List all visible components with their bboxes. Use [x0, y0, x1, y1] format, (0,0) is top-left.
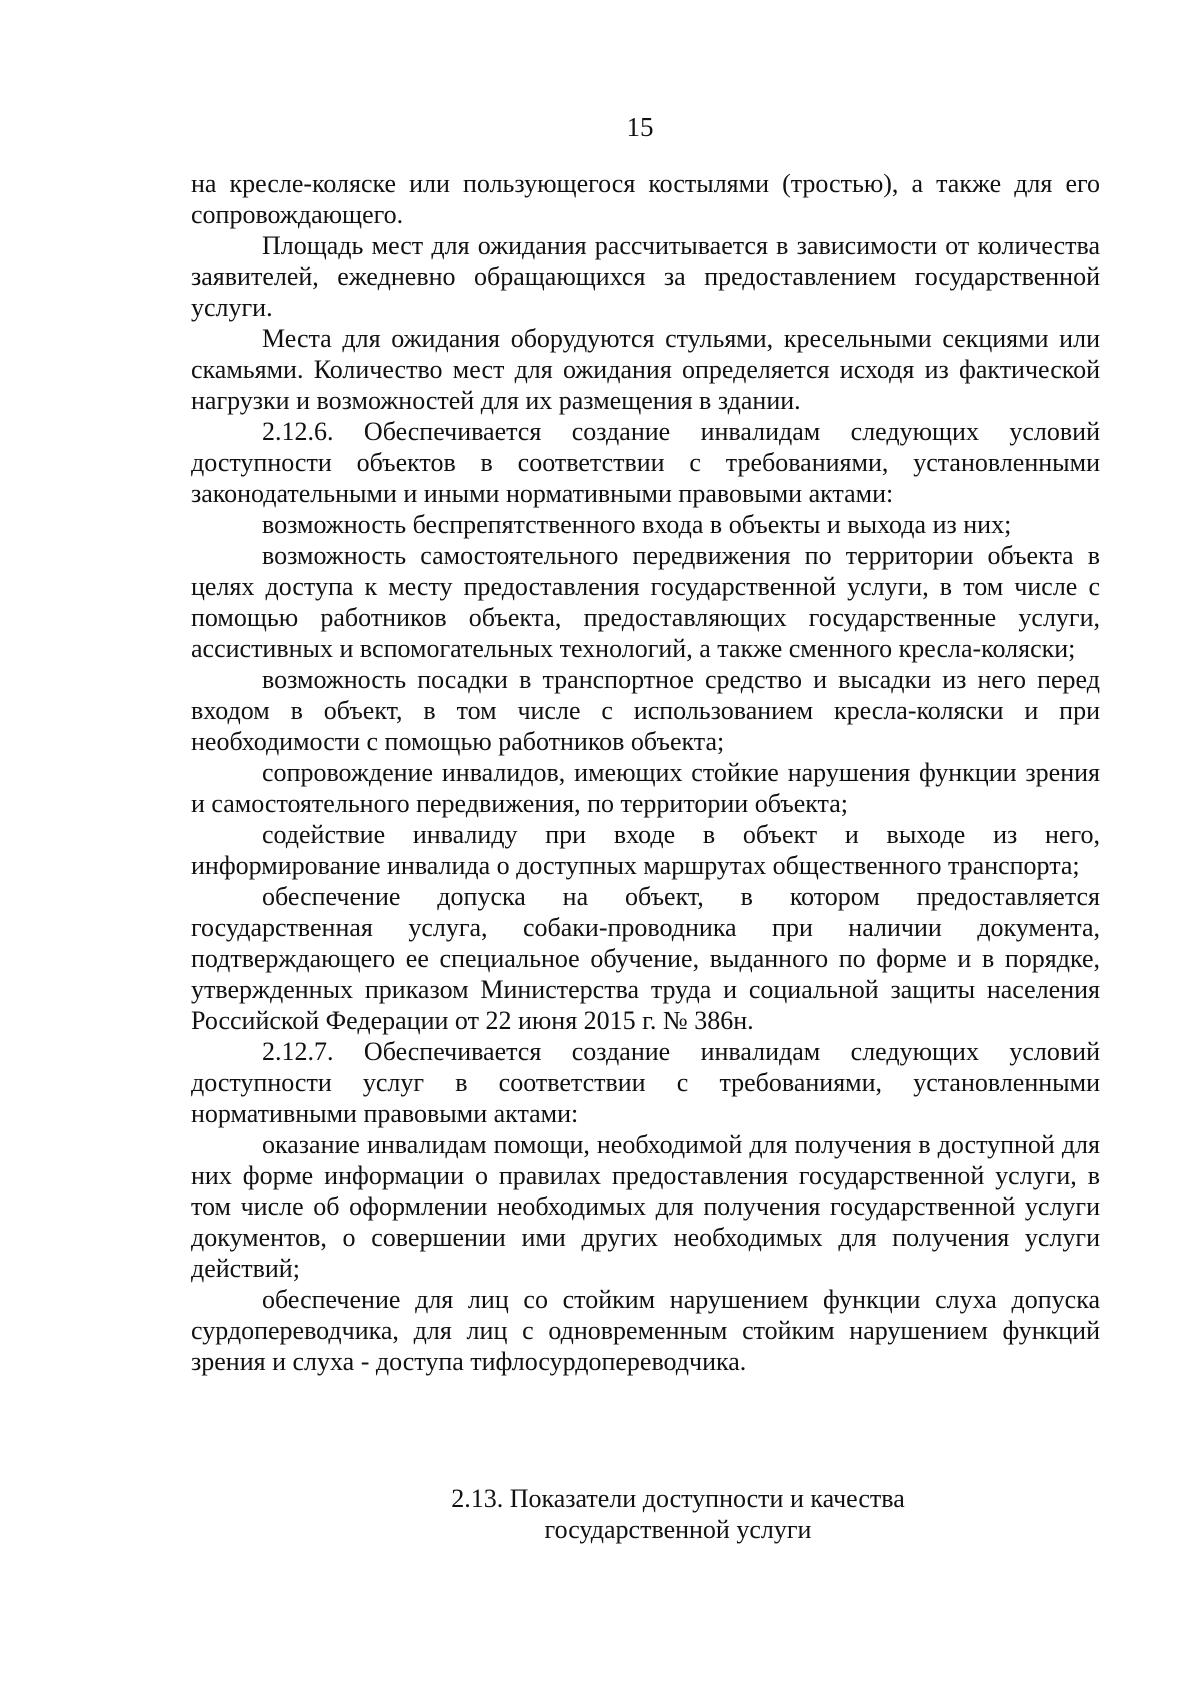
paragraph: Места для ожидания оборудуются стульями, кресельными секциями или скамьями. Количество мест для ожидания определяется исходя из фактической нагрузки и возможностей для их размещения в здании. — [191, 324, 1100, 415]
paragraph: на кресле-коляске или пользующегося костылями (тростью), а также для его сопровождающего. — [191, 169, 1100, 229]
paragraph: Площадь мест для ожидания рассчитывается в зависимости от количества заявителей, ежедневно обращающихся за предоставлением государственной услуги. — [191, 231, 1100, 322]
section-heading-line: 2.13. Показатели доступности и качества — [451, 1484, 905, 1513]
paragraph: сопровождение инвалидов, имеющих стойкие нарушения функции зрения и самостоятельного передвижения, по территории объекта; — [191, 758, 1100, 818]
section-heading-line: государственной услуги — [544, 1515, 812, 1544]
paragraph: возможность самостоятельного передвижения по территории объекта в целях доступа к месту предоставления государственной услуги, в том числе с помощью работников объекта, предоставляющих государственные услуги, ассистивных и вспомогательных технологий, а также сменного кресла-коляски; — [191, 541, 1100, 663]
paragraph: 2.12.6. Обеспечивается создание инвалидам следующих условий доступности объектов в соответствии с требованиями, установленными законодательными и иными нормативными правовыми актами: — [191, 417, 1100, 508]
paragraph: 2.12.7. Обеспечивается создание инвалидам следующих условий доступности услуг в соответствии с требованиями, установленными нормативными правовыми актами: — [191, 1037, 1100, 1128]
paragraph: оказание инвалидам помощи, необходимой для получения в доступной для них форме информации о правилах предоставления государственной услуги, в том числе об оформлении необходимых для получения государственной услуги документов, о совершении ими других необходимых для получения услуги действий; — [191, 1130, 1100, 1283]
section-heading — [380, 1483, 976, 1545]
paragraph: содействие инвалиду при входе в объект и выходе из него, информирование инвалида о доступных маршрутах общественного транспорта; — [191, 820, 1100, 880]
paragraph: обеспечение допуска на объект, в котором предоставляется государственная услуга, собаки-проводника при наличии документа, подтверждающего ее специальное обучение, выданного по форме и в порядке, утвержденных приказом Министерства труда и социальной защиты населения Российской Федерации от 22 июня 2015 г. № 386н. — [191, 882, 1100, 1035]
paragraph: возможность беспрепятственного входа в объекты и выхода из них; — [262, 510, 1012, 539]
page-number: 15 — [626, 112, 654, 142]
paragraph: обеспечение для лиц со стойким нарушением функции слуха допуска сурдопереводчика, для лиц с одновременным стойким нарушением функций зрения и слуха - доступа тифлосурдопереводчика. — [191, 1285, 1100, 1376]
body-text — [191, 168, 1100, 1377]
paragraph: возможность посадки в транспортное средство и высадки из него перед входом в объект, в том числе с использованием кресла-коляски и при необходимости с помощью работников объекта; — [191, 665, 1100, 756]
